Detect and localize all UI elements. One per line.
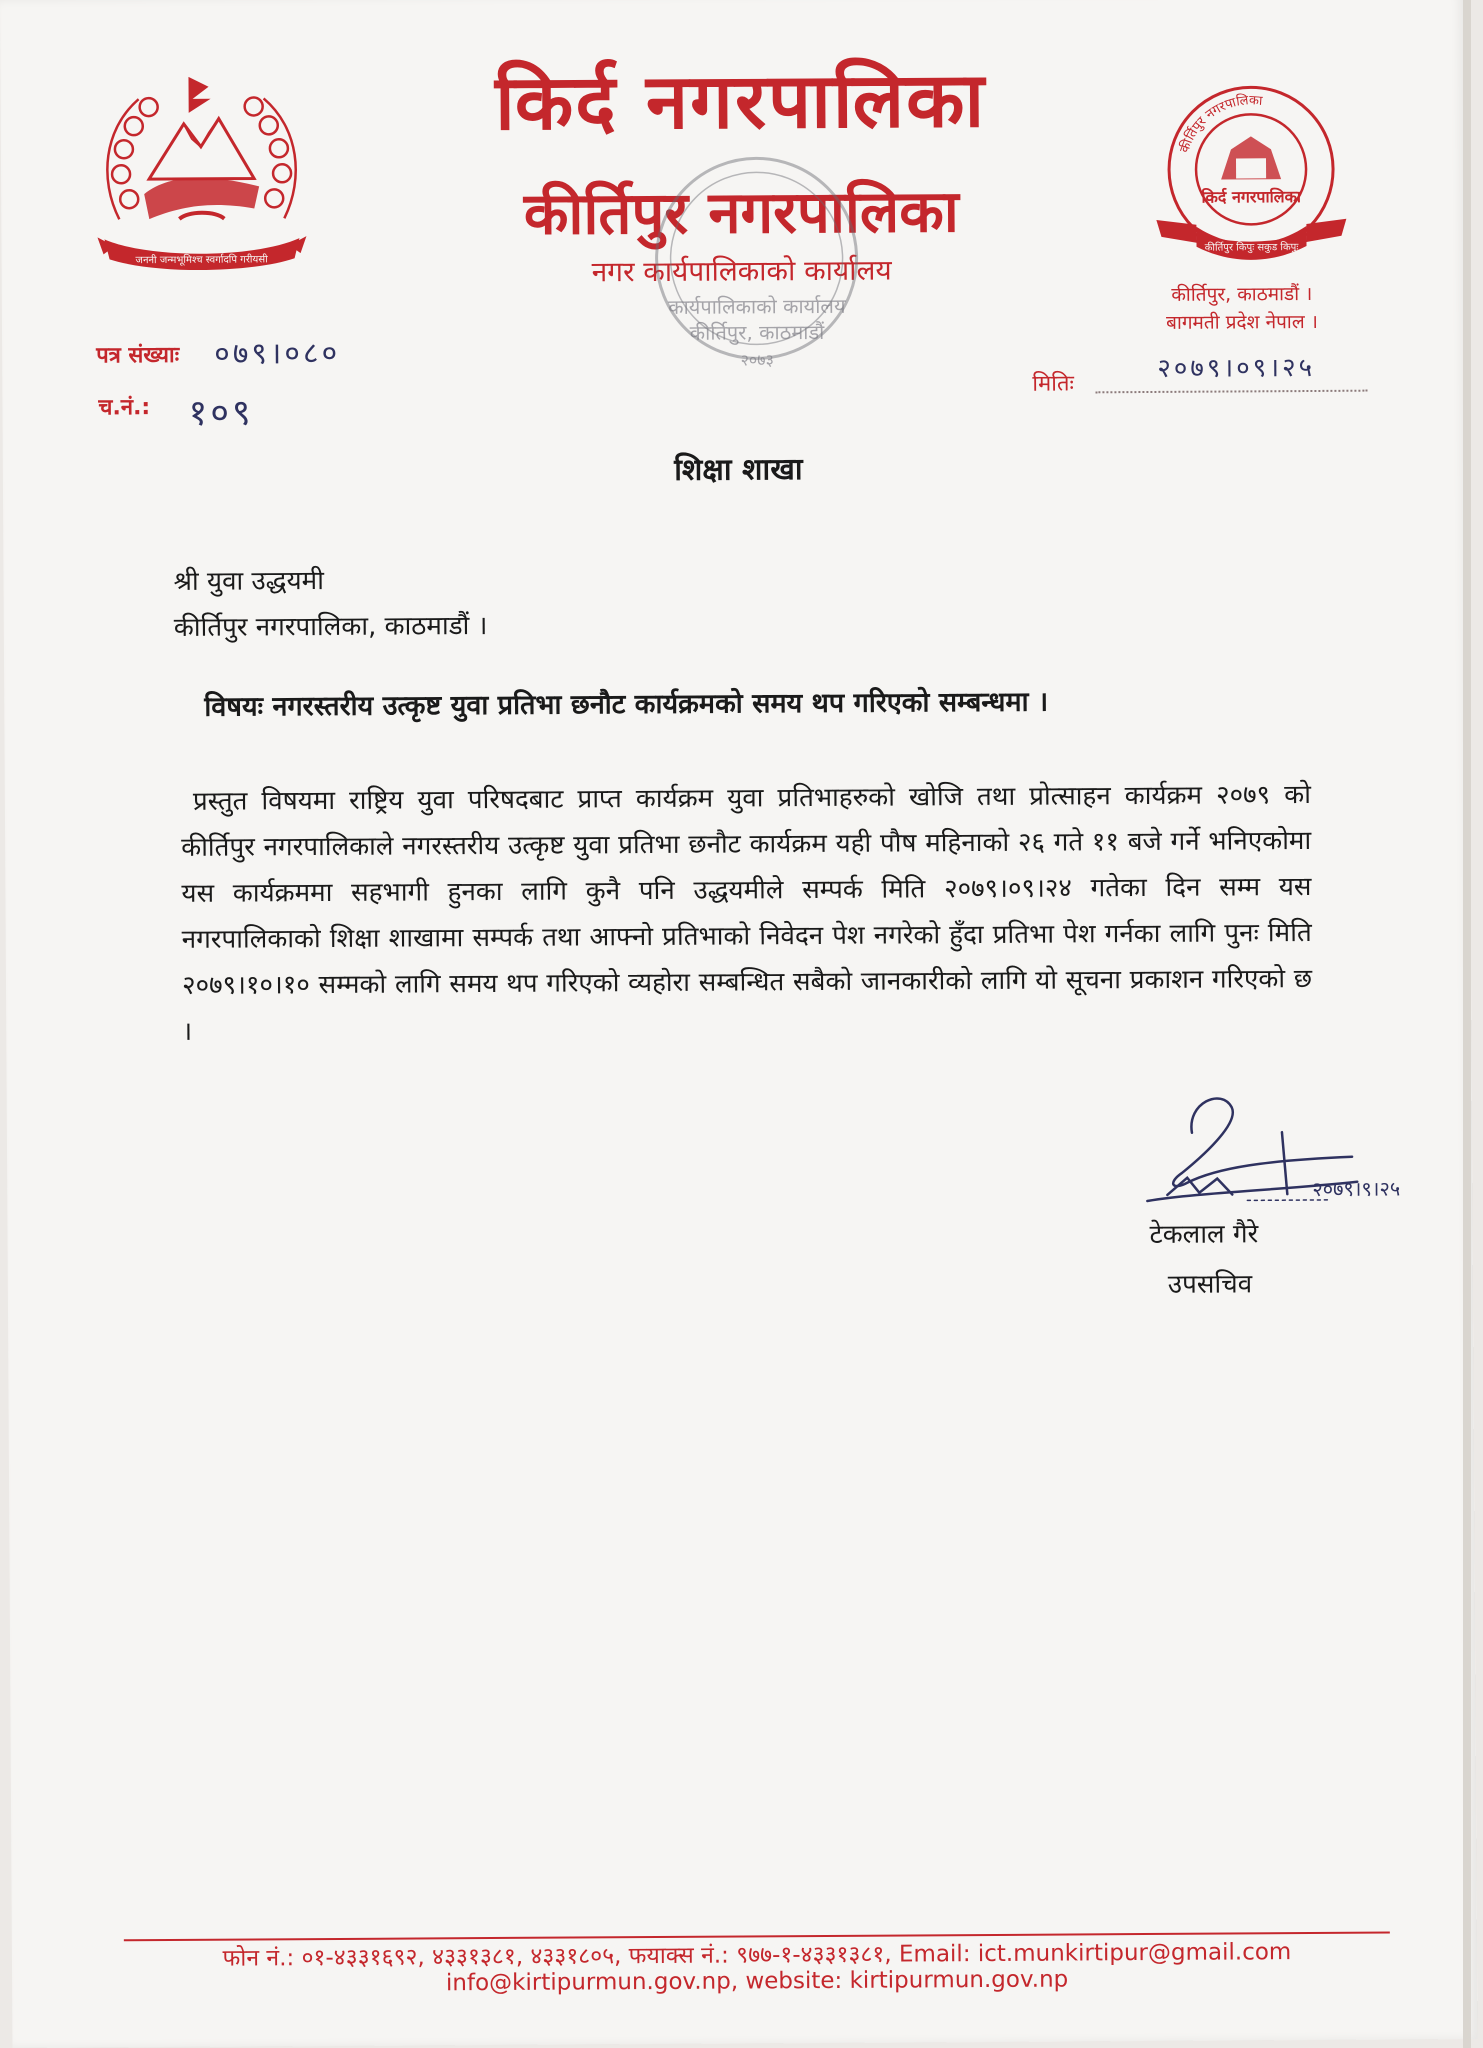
letter-number-value: ०७९।०८० (214, 335, 341, 372)
letter-number-label: पत्र संख्याः (96, 342, 180, 369)
date-dotted-line (1095, 390, 1367, 394)
office-name: नगर कार्यपालिकाको कार्यालय (591, 253, 892, 289)
addressee-block (173, 557, 487, 651)
handwritten-signature (1127, 1082, 1401, 1224)
emblem-inner-text: किर्द नगरपालिका (1201, 187, 1302, 207)
dispatch-number-value: १०९ (188, 392, 254, 434)
addressee-line-1: श्री युवा उद्धयमी (173, 566, 324, 597)
address-line-2: बागमती प्रदेश नेपाल । (1165, 310, 1318, 334)
nepal-emblem-icon (88, 68, 314, 289)
emblem-ribbon-text: कीर्तिपुर किपुः सकुड किपुः (1204, 242, 1299, 254)
municipality-address (1132, 280, 1352, 337)
address-line-1: कीर्तिपुर, काठमाडौं । (1171, 282, 1313, 306)
seal-line-3: २०७३ (740, 350, 774, 370)
date-value: २०७९।०९।२५ (1157, 352, 1316, 384)
seal-line-1: कार्यपालिकाको कार्यालय (668, 293, 846, 319)
seal-line-2: कीर्तिपुर, काठमाडौं (689, 319, 825, 345)
signatory-designation: उपसचिव (1167, 1269, 1253, 1300)
page-edge (1463, 0, 1471, 2048)
emblem-motto: जननी जन्मभूमिश्च स्वर्गादपि गरीयसी (135, 254, 268, 267)
addressee-line-2: कीर्तिपुर नगरपालिका, काठमाडौं । (173, 611, 488, 643)
dispatch-number-label: च.नं.: (98, 395, 151, 421)
municipality-emblem-icon (1135, 74, 1366, 265)
body-paragraph: प्रस्तुत विषयमा राष्ट्रिय युवा परिषदबाट प्राप्त कार्यक्रम युवा प्रतिभाहरुको खोजि तथा प्रोत्साहन कार्यक्रम २०७९ को कीर्तिपुर नगरपालिकाले नगरस्तरीय उत्कृष्ट युवा प्रतिभा छनौट कार्यक्रम यही पौष महिनाको २६ गते ११ बजे गर्ने भनिएकोमा यस कार्यक्रममा सहभागी हुनका लागि कुनै पनि उद्धयमीले सम्पर्क मिति २०७९।०९।२४ गतेका दिन सम्म यस नगरपालिकाको शिक्षा शाखामा सम्पर्क तथा आफ्नो प्रतिभाको निवेदन पेश नगरेको हुँदा प्रतिभा पेश गर्नका लागि पुनः मिति २०७९।१०।१० सम्मको लागि समय थप गरिएको व्यहोरा सम्बन्धित सबैको जानकारीको लागि यो सूचना प्रकाशन गरिएको छ । (181, 780, 1313, 1047)
section-heading: शिक्षा शाखा (674, 452, 803, 488)
date-label: मितिः (1032, 371, 1074, 397)
emblem-ring-text: कीर्तिपुर नगरपालिका (1177, 93, 1263, 155)
signature-date: २०७९।९।२५ (1312, 1176, 1401, 1202)
letterhead-logo-text: किर्द नगरपालिका (494, 54, 987, 147)
municipality-name: कीर्तिपुर नगरपालिका (523, 177, 959, 248)
subject-line: विषयः नगरस्तरीय उत्कृष्ट युवा प्रतिभा छनौट कार्यक्रमको समय थप गरिएको सम्बन्धमा । (204, 686, 1049, 723)
footer-contact-line: फोन नं.: ०१-४३३१६९२, ४३३१३८१, ४३३१८०५, फयाक्स नं.: ९७७-१-४३३१३८१, Email: ict.munkirtipur@gmail.com (222, 1939, 1292, 1972)
office-seal-stamp (641, 143, 872, 384)
footer-web-line: info@kirtipurmun.gov.np, website: kirtipurmun.gov.np (445, 1966, 1069, 1997)
signatory-name: टेकलाल गैरे (1149, 1219, 1259, 1251)
